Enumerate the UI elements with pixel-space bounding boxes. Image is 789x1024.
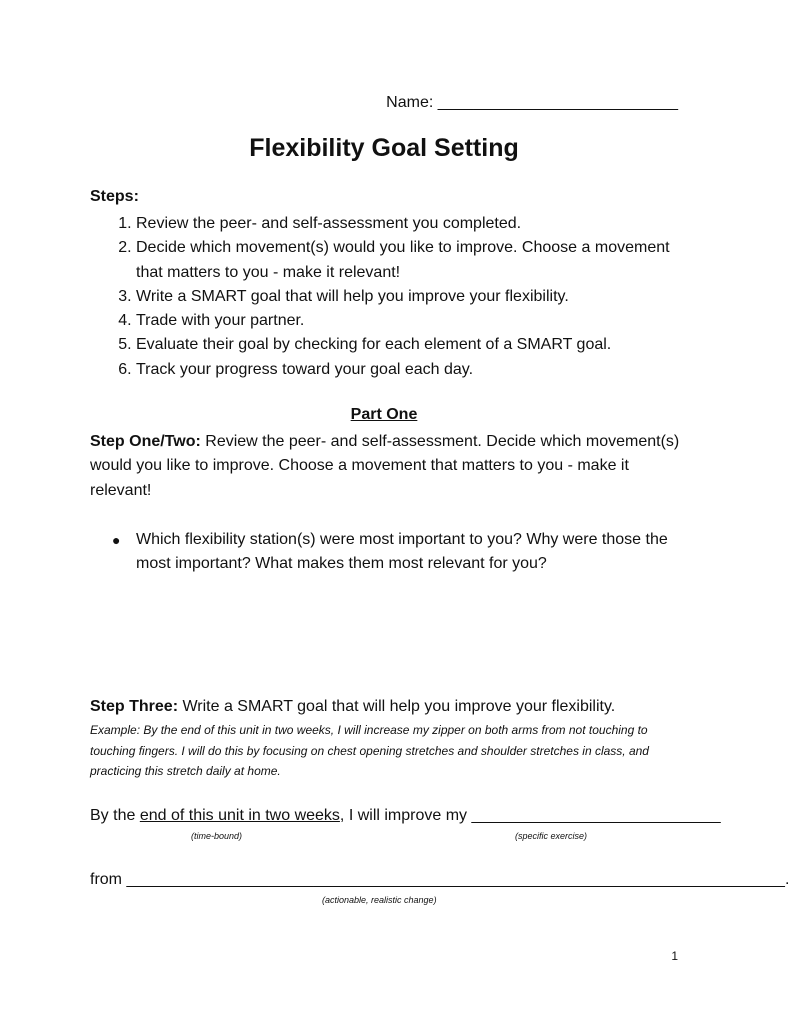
bullet-icon: ● [112, 532, 121, 548]
goal-row2-end: . [784, 871, 789, 888]
name-field[interactable] [386, 94, 678, 112]
steps-label: Steps: [90, 188, 139, 205]
goal-row1-prefix: By the [90, 807, 140, 824]
change-caption: (actionable, realistic change) [322, 895, 437, 905]
name-label: Name: [386, 94, 438, 111]
goal-row-1 [90, 807, 721, 825]
list-item: 4. Trade with your partner. [136, 309, 676, 333]
specific-exercise-caption: (specific exercise) [515, 831, 588, 841]
goal-row-2 [90, 871, 789, 889]
list-item: 5. Evaluate their goal by checking for each element of a SMART goal. [136, 333, 676, 357]
specific-exercise-blank[interactable]: ____________________________ [471, 807, 721, 824]
change-blank[interactable]: __________________________________________________________________________ [126, 871, 785, 888]
list-item: 2. Decide which movement(s) would you like to improve. Choose a movement that matters to you - make it relevant! [136, 236, 676, 285]
step-one-two-label: Step One/Two: [90, 433, 201, 450]
question-bullet-item [112, 528, 672, 577]
step-three-paragraph [90, 697, 690, 717]
steps-list [90, 212, 676, 382]
goal-row1-middle: , I will improve my [339, 807, 472, 824]
step-one-two-text: Review the peer- and self-assessment. Decide which movement(s) would you like to improve. Choose a movement that matters to you - make it relevant! [90, 433, 680, 499]
page-title: Flexibility Goal Setting [249, 134, 519, 162]
goal-row2-prefix: from [90, 871, 127, 888]
step-three-label: Step Three: [90, 698, 179, 715]
page-number: 1 [671, 949, 678, 963]
timebound-text: end of this unit in two weeks [139, 807, 340, 824]
question-text: Which flexibility station(s) were most important to you? Why were those the most important? What makes them most relevant for you? [136, 531, 668, 573]
example-text: Example: By the end of this unit in two weeks, I will increase my zipper on both arms from not touching to touching fingers. I will do this by focusing on chest opening stretches and shoulder stretches in class, and practicing this stretch daily at home. [90, 723, 649, 778]
list-item: 6. Track your progress toward your goal each day. [136, 358, 676, 382]
name-blank[interactable]: ___________________________ [437, 94, 678, 111]
step-three-text: Write a SMART goal that will help you improve your flexibility. [178, 698, 616, 715]
part-one-heading: Part One [350, 406, 418, 423]
timebound-caption: (time-bound) [191, 831, 243, 841]
list-item: 1. Review the peer- and self-assessment you completed. [136, 212, 676, 236]
list-item: 3. Write a SMART goal that will help you improve your flexibility. [136, 285, 676, 309]
step-one-two-paragraph [90, 430, 680, 503]
